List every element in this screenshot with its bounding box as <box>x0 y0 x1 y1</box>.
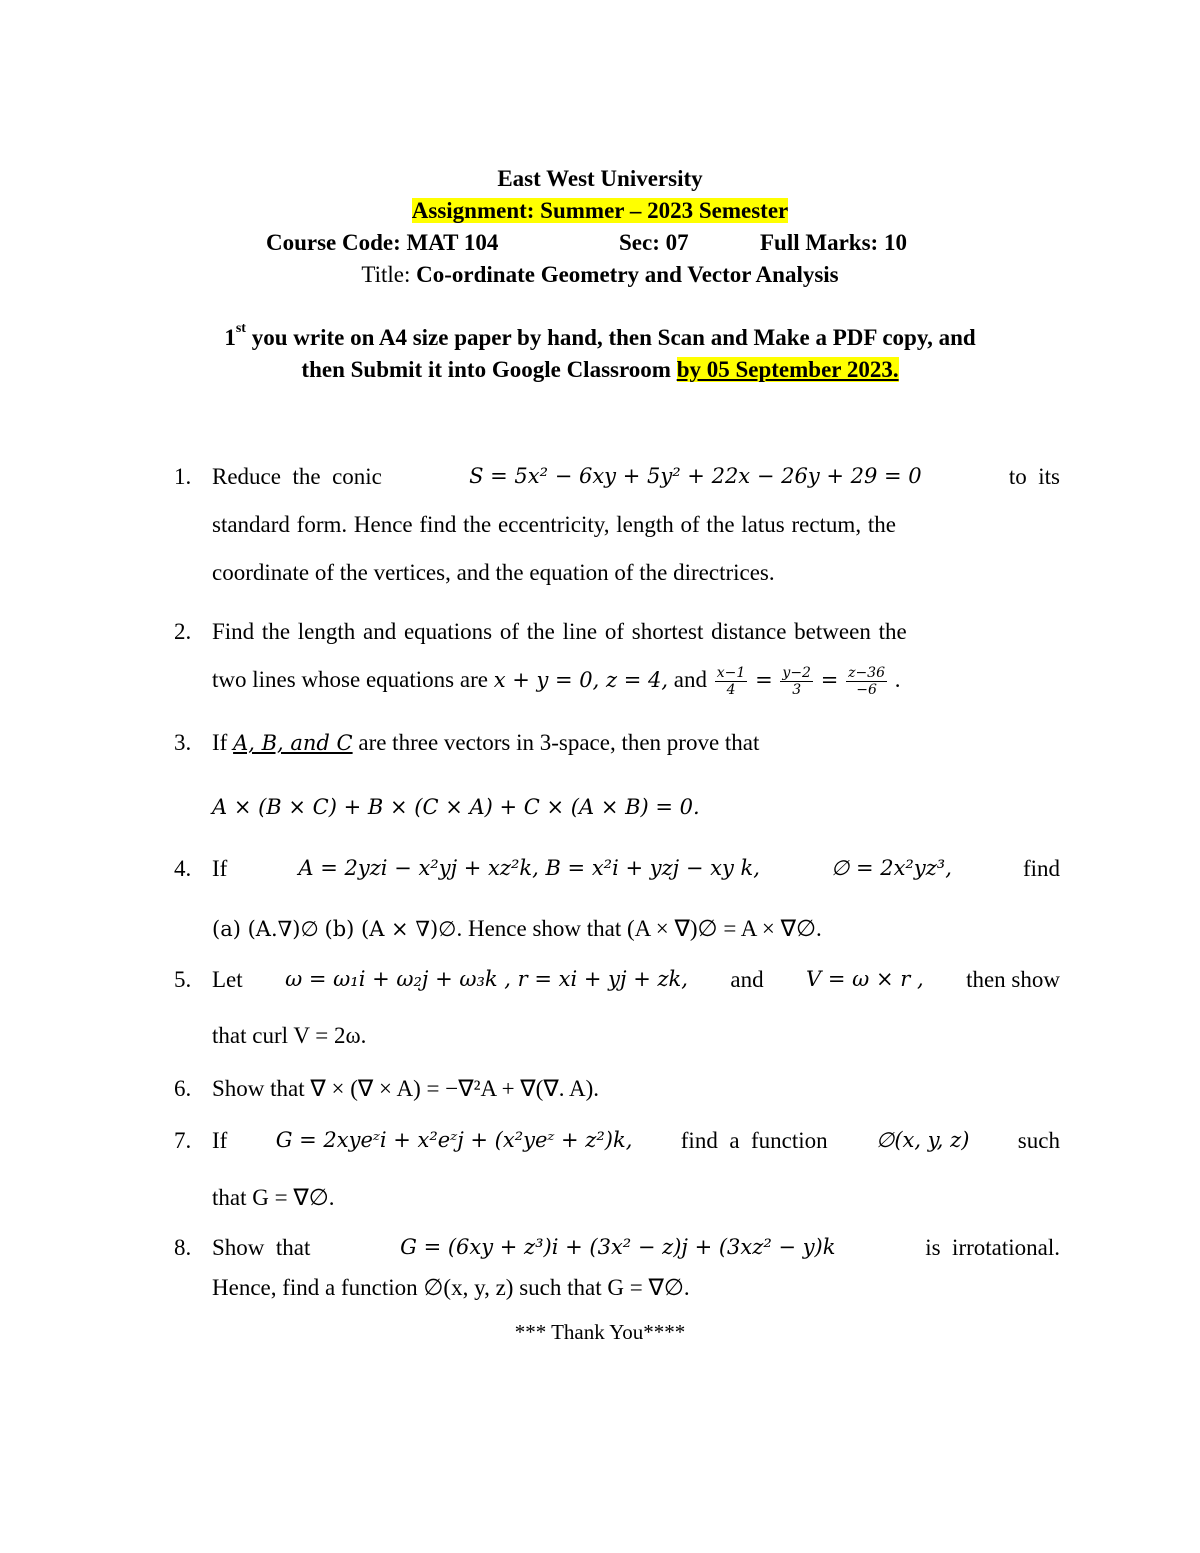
full-marks: Full Marks: 10 <box>760 230 907 255</box>
vectors-a-b: A = 2yzi − x²yj + xz²k, B = x²i + yzj − xy k, <box>298 856 760 880</box>
conic-equation: S = 5x² − 6xy + 5y² + 22x − 26y + 29 = 0 <box>469 464 922 488</box>
question-text: that curl V = 2ω. <box>212 1023 367 1048</box>
question-text: and <box>668 666 708 692</box>
university-name: East West University <box>497 166 703 191</box>
instruction-line-1 <box>0 321 1200 351</box>
question-text: two lines whose equations are <box>212 666 494 692</box>
question-number: 6. <box>174 1076 192 1101</box>
question-text: is irrotational. <box>925 1235 1060 1260</box>
question-line <box>212 1235 1060 1261</box>
question-text: that G = ∇∅. <box>212 1185 335 1210</box>
part-b: (b) (A × ∇)∅ <box>324 917 457 941</box>
velocity-v: V = ω × r , <box>806 967 924 991</box>
vector-field-g: G = 2xyeᶻi + x²eᶻj + (x²yeᶻ + z²)k, <box>275 1128 633 1152</box>
question-line <box>212 794 1060 820</box>
part-a: (a) (A.∇)∅ <box>212 917 319 941</box>
instruction-ordinal-sup: st <box>235 321 246 336</box>
question-text: coordinate of the vertices, and the equation of the directrices. <box>212 560 775 585</box>
question-line <box>212 512 1060 538</box>
question-line <box>212 730 1060 756</box>
question-number: 5. <box>174 967 192 992</box>
question-number: 7. <box>174 1128 192 1153</box>
question-line <box>212 464 1060 490</box>
course-code: Course Code: MAT 104 <box>266 230 499 255</box>
function-phi: ∅(x, y, z) <box>876 1128 970 1152</box>
course-title-prefix: Title: <box>361 262 417 287</box>
question-number: 4. <box>174 856 192 881</box>
question-text: Show that ∇ × (∇ × A) = −∇²A + ∇(∇. A). <box>212 1076 599 1101</box>
question-text: find <box>1022 856 1060 881</box>
fraction-2: $\frac{y-2}{3}$ <box>782 665 811 698</box>
fraction-1: $\frac{x-1}{4}$ <box>716 665 746 698</box>
question-text: then show <box>966 967 1060 992</box>
question-text: to its <box>1008 464 1060 489</box>
question-line <box>212 1128 1060 1154</box>
question-text: Hence, find a function ∅(x, y, z) such that G = ∇∅. <box>212 1275 690 1300</box>
vector-field-g: G = (6xy + z³)i + (3x² − z)j + (3xz² − y)k <box>400 1235 836 1259</box>
assignment-heading <box>0 198 1200 224</box>
course-title-text: Co-ordinate Geometry and Vector Analysis <box>416 262 839 287</box>
triple-product-identity: A × (B × C) + B × (C × A) + C × (A × B) = 0. <box>212 795 700 819</box>
question-text: If <box>212 730 234 755</box>
question-text: . Hence show that (A × ∇)∅ = A × ∇∅. <box>456 916 822 941</box>
fraction-3: $\frac{z-36}{-6}$ <box>848 665 885 698</box>
question-line: two lines whose equations are x + y = 0, z = 4, and $\frac{x-1}{4}$ = $\frac{y-2}{3}$ = $\frac{z-36}{-6}$ . <box>212 665 901 698</box>
instruction-text-1: you write on A4 size paper by hand, then Scan and Make a PDF copy, and <box>245 325 976 350</box>
question-line <box>212 967 1060 993</box>
instruction-ordinal: 1 <box>224 325 236 350</box>
question-number: 3. <box>174 730 192 755</box>
omega-and-r: ω = ω₁i + ω₂j + ω₃k , r = xi + yj + zk, <box>285 967 688 991</box>
question-text: If <box>212 856 228 881</box>
section: Sec: 07 <box>619 230 689 255</box>
thank-you-footer: *** Thank You**** <box>514 1320 686 1344</box>
instruction-text-2: then Submit it into Google Classroom <box>301 357 677 382</box>
question-line <box>212 856 1060 882</box>
question-text: Show that <box>212 1235 311 1260</box>
line-equation-1: x + y = 0, z = 4, <box>493 667 669 692</box>
question-number: 1. <box>174 464 192 489</box>
question-text: standard form. Hence find the eccentricity, length of the latus rectum, the <box>212 512 896 537</box>
assignment-label: Assignment: Summer – 2023 Semester <box>411 198 789 223</box>
question-line <box>212 916 1060 942</box>
question-number: 2. <box>174 619 192 644</box>
vectors-abc: A, B, and C <box>233 731 353 755</box>
question-text: such <box>1017 1128 1060 1153</box>
scalar-field-phi: ∅ = 2x²yz³, <box>830 856 952 880</box>
question-text: find a function <box>680 1128 828 1153</box>
question-text: If <box>212 1128 228 1153</box>
question-text: Let <box>212 967 243 992</box>
instruction-line-2 <box>0 357 1200 383</box>
question-text: Reduce the conic <box>212 464 382 489</box>
question-text: Find the length and equations of the line of shortest distance between the <box>212 619 907 644</box>
question-text: and <box>730 967 764 992</box>
course-title <box>0 262 1200 288</box>
deadline: by 05 September 2023. <box>676 357 899 382</box>
question-number: 8. <box>174 1235 192 1260</box>
question-text: are three vectors in 3-space, then prove that <box>352 730 760 755</box>
